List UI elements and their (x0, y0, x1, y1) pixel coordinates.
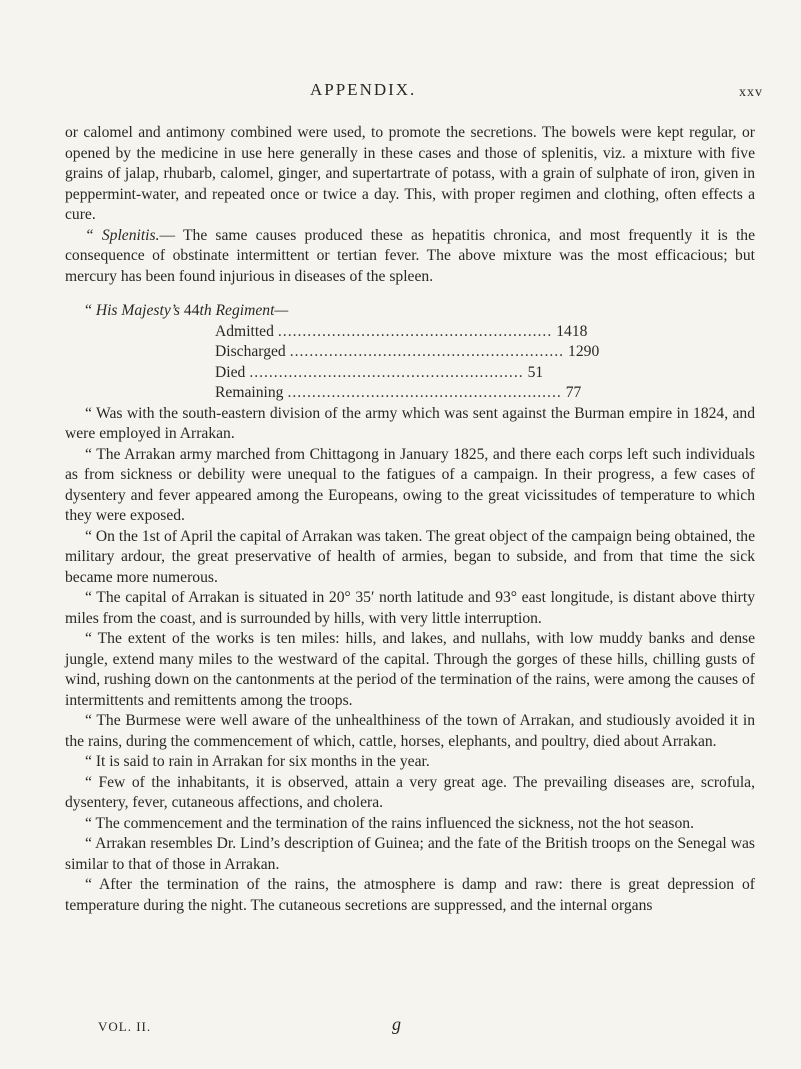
regiment-statistics-table (215, 322, 600, 404)
splenitis-term: “ Splenitis. (85, 226, 160, 244)
table-row (215, 342, 600, 363)
paragraph-splenitis (65, 226, 755, 288)
table-row (215, 363, 544, 384)
body-text (65, 123, 755, 916)
leader-dots: ........................................................ (277, 322, 553, 340)
splenitis-text: — The same causes produced these as hepatitis chronica, and most frequently it is the consequence of obstinate intermittent or tertian fever. The above mixture was the most efficacious; but mercury has been found injurious in diseases of the spleen. (65, 226, 755, 285)
paragraph: “ Was with the south-eastern division of the army which was sent against the Burman empire in 1824, and were employed in Arrakan. (65, 404, 755, 442)
row-value: 1290 (568, 343, 600, 360)
row-value: 1418 (556, 322, 588, 340)
leader-dots: ........................................................ (249, 363, 524, 381)
table-row (215, 322, 588, 343)
running-head: APPENDIX. (310, 80, 417, 99)
paragraph: “ Arrakan resembles Dr. Lind’s description of Guinea; and the fate of the British troops on the Senegal was similar to that of those in Arrakan. (65, 835, 755, 873)
page-number: xxv (739, 85, 763, 100)
paragraph: “ The commencement and the termination of the rains influenced the sickness, not the hot season. (85, 814, 694, 832)
row-value: 51 (527, 363, 544, 381)
row-label: Died (215, 363, 246, 381)
paragraph: “ The Arrakan army marched from Chittagong in January 1825, and there each corps left such individuals as from sickness or debility were unequal to the fatigues of a campaign. In their progress, a few cases of dysentery and fever appeared among the Europeans, owing to the great vicissitudes of temperature to which they were exposed. (65, 445, 755, 524)
paragraph: “ The capital of Arrakan is situated in 20° 35′ north latitude and 93° east longitude, is distant above thirty miles from the coast, and is surrounded by hills, with very little interruption. (65, 589, 755, 627)
paragraph: “ It is said to rain in Arrakan for six months in the year. (85, 753, 430, 770)
paragraph: “ The extent of the works is ten miles: hills, and lakes, and nullahs, with low muddy banks and dense jungle, extend many miles to the westward of the capital. Through the gorges of these hills, chilling gusts of wind, rushing down on the cantonments at the period of the termination of the rains, were among the causes of intermittents and remittents among the troops. (65, 630, 755, 709)
regiment-title (65, 301, 755, 322)
paragraph: or calomel and antimony combined were used, to promote the secretions. The bowels were kept regular, or opened by the medicine in use here generally in these cases and those of splenitis, viz. a mixture with five grains of jalap, rhubarb, calomel, ginger, and supertartrate of potass, with a grain of sulphate of iron, given in peppermint-water, and repeated once or twice a day. This, with proper regimen and clothing, often effects a cure. (65, 124, 755, 223)
open-quote: “ (85, 302, 92, 319)
regiment-number: 44 (183, 302, 200, 319)
volume-label: VOL. II. (98, 1019, 152, 1034)
signature-mark: g (392, 1014, 401, 1034)
row-value: 77 (565, 384, 582, 401)
leader-dots: ........................................................ (287, 384, 562, 401)
row-label: Discharged (215, 343, 286, 360)
regiment-title-part: th Regiment— (199, 302, 289, 319)
paragraph: “ Few of the inhabitants, it is observed, attain a very great age. The prevailing diseases are, scrofula, dysentery, fever, cutaneous affections, and cholera. (65, 773, 755, 811)
table-row (215, 383, 582, 404)
paragraph: “ The Burmese were well aware of the unhealthiness of the town of Arrakan, and studiously avoided it in the rains, during the commencement of which, cattle, horses, elephants, and poultry, died about Arrakan. (65, 712, 755, 750)
row-label: Admitted (215, 322, 274, 340)
regiment-title-part: His Majesty’s (95, 302, 184, 319)
paragraph: “ After the termination of the rains, the atmosphere is damp and raw: there is great depression of temperature during the night. The cutaneous secretions are suppressed, and the internal organs (65, 876, 755, 914)
row-label: Remaining (215, 384, 284, 401)
leader-dots: ........................................................ (289, 343, 565, 360)
paragraph: “ On the 1st of April the capital of Arrakan was taken. The great object of the campaign being obtained, the military ardour, the great preservative of health of armies, began to subside, and from that time the sick became more numerous. (65, 527, 755, 586)
